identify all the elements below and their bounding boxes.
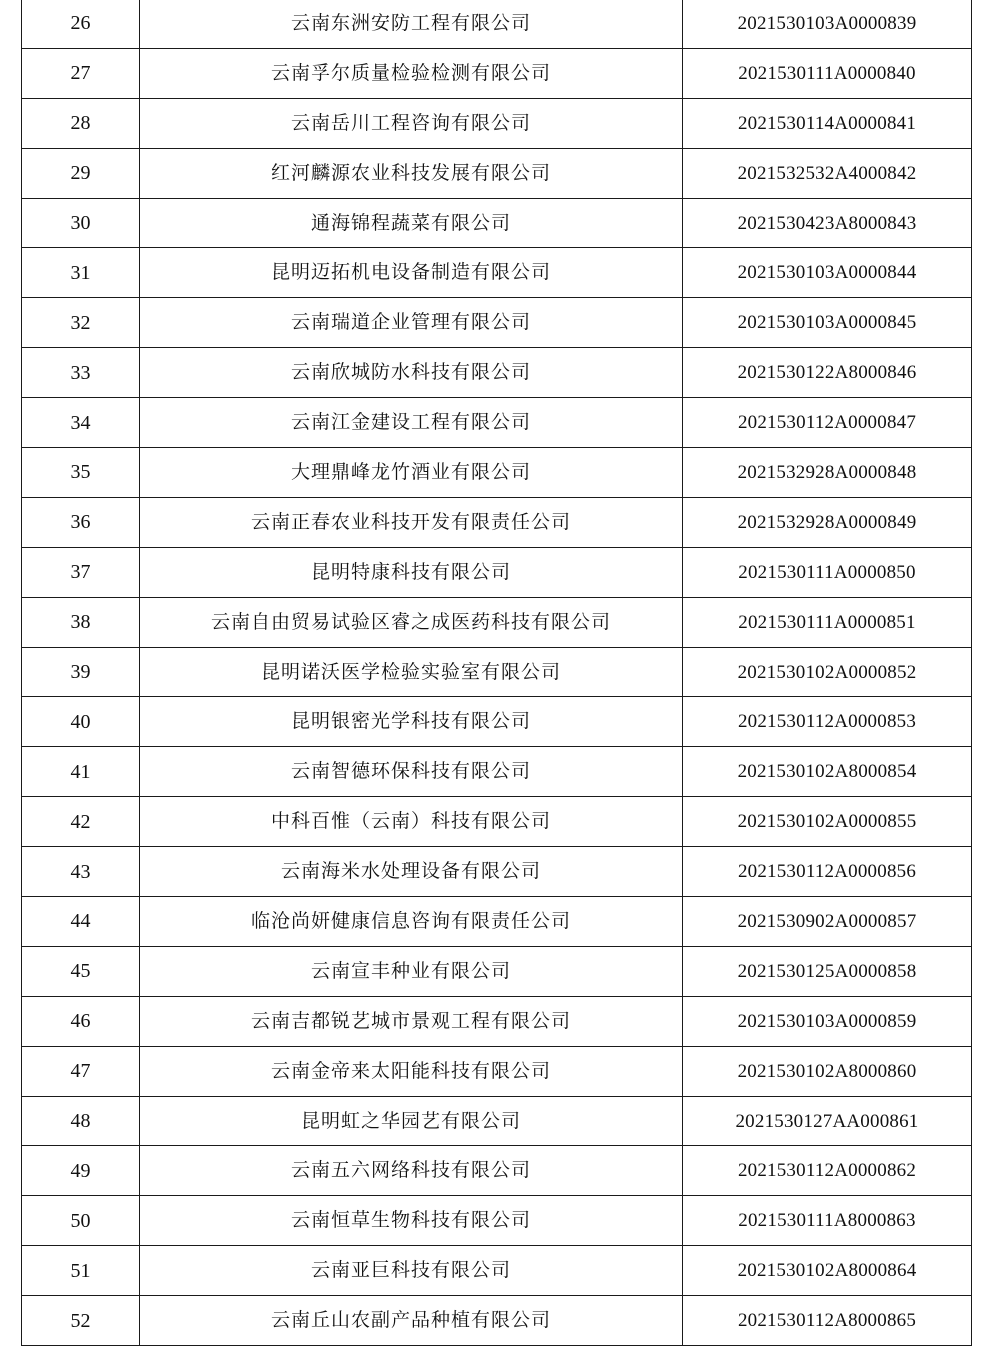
- company-name-cell: 大理鼎峰龙竹酒业有限公司: [140, 448, 683, 498]
- registration-code-cell: 2021530112A0000862: [683, 1146, 972, 1196]
- table-row: [22, 497, 972, 547]
- registration-code-cell: 2021530111A0000850: [683, 547, 972, 597]
- registration-code-cell: 2021530102A8000860: [683, 1046, 972, 1096]
- table-row: [22, 1296, 972, 1346]
- registration-code-cell: 2021530112A0000847: [683, 398, 972, 448]
- row-number-cell: 41: [22, 747, 140, 797]
- row-number-cell: 37: [22, 547, 140, 597]
- registration-code-cell: 2021530112A8000865: [683, 1296, 972, 1346]
- registration-code-cell: 2021530103A0000859: [683, 996, 972, 1046]
- table-row: [22, 248, 972, 298]
- registration-code-cell: 2021530125A0000858: [683, 946, 972, 996]
- table-row: [22, 647, 972, 697]
- table-row: [22, 797, 972, 847]
- registration-code-cell: 2021530103A0000845: [683, 298, 972, 348]
- company-name-cell: 云南正春农业科技开发有限责任公司: [140, 497, 683, 547]
- table-row: [22, 398, 972, 448]
- company-name-cell: 云南欣城防水科技有限公司: [140, 348, 683, 398]
- row-number-cell: 38: [22, 597, 140, 647]
- company-name-cell: 昆明迈拓机电设备制造有限公司: [140, 248, 683, 298]
- row-number-cell: 36: [22, 497, 140, 547]
- company-name-cell: 云南岳川工程咨询有限公司: [140, 98, 683, 148]
- row-number-cell: 43: [22, 847, 140, 897]
- table-row: [22, 148, 972, 198]
- row-number-cell: 47: [22, 1046, 140, 1096]
- registration-code-cell: 2021530102A8000854: [683, 747, 972, 797]
- row-number-cell: 35: [22, 448, 140, 498]
- company-name-cell: 红河麟源农业科技发展有限公司: [140, 148, 683, 198]
- table-body: [22, 0, 972, 1346]
- row-number-cell: 46: [22, 996, 140, 1046]
- registration-code-cell: 2021530111A8000863: [683, 1196, 972, 1246]
- table-row: [22, 98, 972, 148]
- registration-code-cell: 2021530102A0000855: [683, 797, 972, 847]
- company-name-cell: 昆明诺沃医学检验实验室有限公司: [140, 647, 683, 697]
- company-name-cell: 云南自由贸易试验区睿之成医药科技有限公司: [140, 597, 683, 647]
- registration-code-cell: 2021532928A0000849: [683, 497, 972, 547]
- row-number-cell: 28: [22, 98, 140, 148]
- company-name-cell: 中科百惟（云南）科技有限公司: [140, 797, 683, 847]
- table-row: [22, 547, 972, 597]
- row-number-cell: 40: [22, 697, 140, 747]
- company-name-cell: 云南瑞道企业管理有限公司: [140, 298, 683, 348]
- table-row: [22, 1196, 972, 1246]
- company-name-cell: 昆明虹之华园艺有限公司: [140, 1096, 683, 1146]
- table-row: [22, 348, 972, 398]
- company-name-cell: 临沧尚妍健康信息咨询有限责任公司: [140, 897, 683, 947]
- registration-code-cell: 2021530127AA000861: [683, 1096, 972, 1146]
- row-number-cell: 45: [22, 946, 140, 996]
- registration-code-cell: 2021530112A0000853: [683, 697, 972, 747]
- registration-code-cell: 2021530111A0000840: [683, 48, 972, 98]
- table-row: [22, 897, 972, 947]
- table-row: [22, 1096, 972, 1146]
- company-name-cell: 云南吉都锐艺城市景观工程有限公司: [140, 996, 683, 1046]
- company-name-cell: 云南五六网络科技有限公司: [140, 1146, 683, 1196]
- company-name-cell: 云南亚巨科技有限公司: [140, 1246, 683, 1296]
- registration-code-cell: 2021530103A0000844: [683, 248, 972, 298]
- row-number-cell: 39: [22, 647, 140, 697]
- row-number-cell: 27: [22, 48, 140, 98]
- company-name-cell: 通海锦程蔬菜有限公司: [140, 198, 683, 248]
- row-number-cell: 51: [22, 1246, 140, 1296]
- registration-code-cell: 2021532928A0000848: [683, 448, 972, 498]
- registration-code-cell: 2021530102A8000864: [683, 1246, 972, 1296]
- table-row: [22, 697, 972, 747]
- company-name-cell: 云南宣丰种业有限公司: [140, 946, 683, 996]
- table-row: [22, 448, 972, 498]
- table-row: [22, 847, 972, 897]
- registration-code-cell: 2021532532A4000842: [683, 148, 972, 198]
- table-row: [22, 0, 972, 48]
- company-name-cell: 云南东洲安防工程有限公司: [140, 0, 683, 48]
- table-row: [22, 996, 972, 1046]
- company-name-cell: 昆明银密光学科技有限公司: [140, 697, 683, 747]
- row-number-cell: 42: [22, 797, 140, 847]
- registration-code-cell: 2021530114A0000841: [683, 98, 972, 148]
- table-row: [22, 747, 972, 797]
- registration-code-cell: 2021530112A0000856: [683, 847, 972, 897]
- table-row: [22, 1146, 972, 1196]
- row-number-cell: 50: [22, 1196, 140, 1246]
- table-row: [22, 597, 972, 647]
- row-number-cell: 52: [22, 1296, 140, 1346]
- row-number-cell: 29: [22, 148, 140, 198]
- company-name-cell: 云南恒草生物科技有限公司: [140, 1196, 683, 1246]
- row-number-cell: 49: [22, 1146, 140, 1196]
- company-name-cell: 云南江金建设工程有限公司: [140, 398, 683, 448]
- registration-code-cell: 2021530102A0000852: [683, 647, 972, 697]
- table-row: [22, 1046, 972, 1096]
- company-registry-table: [21, 0, 972, 1346]
- registration-code-cell: 2021530103A0000839: [683, 0, 972, 48]
- table-row: [22, 198, 972, 248]
- table-row: [22, 946, 972, 996]
- row-number-cell: 31: [22, 248, 140, 298]
- company-name-cell: 云南智德环保科技有限公司: [140, 747, 683, 797]
- registration-code-cell: 2021530423A8000843: [683, 198, 972, 248]
- registration-code-cell: 2021530902A0000857: [683, 897, 972, 947]
- row-number-cell: 26: [22, 0, 140, 48]
- company-name-cell: 云南孚尔质量检验检测有限公司: [140, 48, 683, 98]
- table-row: [22, 48, 972, 98]
- row-number-cell: 33: [22, 348, 140, 398]
- registration-code-cell: 2021530122A8000846: [683, 348, 972, 398]
- row-number-cell: 44: [22, 897, 140, 947]
- registration-code-cell: 2021530111A0000851: [683, 597, 972, 647]
- row-number-cell: 48: [22, 1096, 140, 1146]
- table-row: [22, 298, 972, 348]
- row-number-cell: 34: [22, 398, 140, 448]
- company-name-cell: 云南丘山农副产品种植有限公司: [140, 1296, 683, 1346]
- row-number-cell: 30: [22, 198, 140, 248]
- company-name-cell: 昆明特康科技有限公司: [140, 547, 683, 597]
- company-name-cell: 云南海米水处理设备有限公司: [140, 847, 683, 897]
- company-name-cell: 云南金帝来太阳能科技有限公司: [140, 1046, 683, 1096]
- table-row: [22, 1246, 972, 1296]
- row-number-cell: 32: [22, 298, 140, 348]
